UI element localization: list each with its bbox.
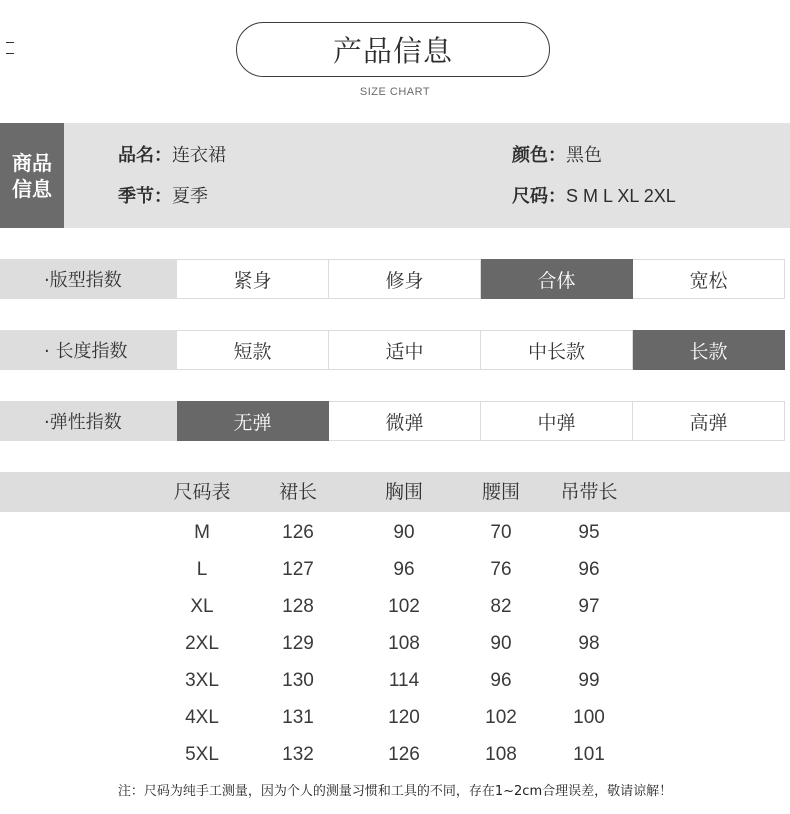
size-table-header-strap: 吊带长: [560, 481, 618, 503]
product-sizes-label: 尺码：: [512, 186, 566, 207]
length-option-short: 短款: [177, 330, 329, 370]
product-season-value: 夏季: [172, 186, 208, 207]
table-cell: 95: [578, 522, 600, 543]
table-cell: 128: [282, 596, 314, 617]
table-cell: 100: [573, 707, 605, 728]
table-cell: 4XL: [185, 707, 219, 728]
page-title: 产品信息: [236, 22, 550, 77]
table-cell: 127: [282, 559, 314, 580]
table-cell: 97: [578, 596, 600, 617]
table-cell: 101: [573, 744, 605, 765]
size-table-header-length: 裙长: [278, 481, 317, 503]
table-cell: 114: [388, 670, 420, 691]
size-table-header-size: 尺码表: [173, 481, 231, 503]
product-season-label: 季节：: [118, 186, 172, 207]
fit-option-regular-selected: 合体: [481, 259, 633, 299]
table-cell: 98: [578, 633, 600, 654]
stretch-index-row: [0, 401, 785, 441]
product-info-panel: [0, 123, 790, 228]
product-info-label-line1: 商品: [12, 150, 52, 175]
table-cell: 120: [388, 707, 420, 728]
product-info-label-line2: 信息: [12, 176, 52, 201]
table-cell: XL: [190, 596, 214, 617]
size-table-header-waist: 腰围: [481, 481, 520, 503]
table-cell: 132: [282, 744, 314, 765]
product-info-label: [0, 123, 64, 228]
table-cell: 82: [490, 596, 512, 617]
product-color: [512, 141, 602, 167]
stretch-option-none-selected: 无弹: [177, 401, 329, 441]
product-color-value: 黑色: [566, 145, 602, 166]
table-cell: 70: [490, 522, 512, 543]
page-subtitle: SIZE CHART: [359, 86, 431, 98]
size-table-header-bust: 胸围: [384, 481, 423, 503]
table-cell: 108: [485, 744, 517, 765]
fit-index-label: ·版型指数: [0, 259, 177, 299]
table-cell: 96: [490, 670, 512, 691]
table-cell: 99: [578, 670, 600, 691]
table-cell: 129: [282, 633, 314, 654]
table-cell: 131: [282, 707, 314, 728]
table-cell: 2XL: [185, 633, 219, 654]
table-cell: 3XL: [185, 670, 219, 691]
length-index-row: [0, 330, 785, 370]
stretch-index-label: ·弹性指数: [0, 401, 177, 441]
length-option-long-selected: 长款: [633, 330, 785, 370]
table-cell: 5XL: [185, 744, 219, 765]
fit-index-row: [0, 259, 785, 299]
stretch-option-medium: 中弹: [481, 401, 633, 441]
table-cell: 126: [388, 744, 420, 765]
table-cell: 130: [282, 670, 314, 691]
length-option-medium: 适中: [329, 330, 481, 370]
table-cell: 76: [490, 559, 512, 580]
table-cell: 126: [282, 522, 314, 543]
product-name-label: 品名：: [118, 145, 172, 166]
product-sizes: [512, 182, 676, 208]
table-cell: 108: [388, 633, 420, 654]
table-cell: L: [196, 559, 208, 580]
table-cell: 102: [485, 707, 517, 728]
product-sizes-value: S M L XL 2XL: [566, 186, 676, 206]
table-cell: 96: [578, 559, 600, 580]
table-cell: 90: [490, 633, 512, 654]
product-name-value: 连衣裙: [172, 145, 226, 166]
table-cell: 96: [393, 559, 415, 580]
product-name: [118, 141, 226, 167]
fit-option-tight: 紧身: [177, 259, 329, 299]
product-season: [118, 182, 208, 208]
measurement-note: 注：尺码为纯手工测量，因为个人的测量习惯和工具的不同，存在1~2cm合理误差，敬请谅解！: [117, 784, 673, 799]
table-cell: M: [194, 522, 210, 543]
stretch-option-slight: 微弹: [329, 401, 481, 441]
stretch-option-high: 高弹: [633, 401, 785, 441]
length-option-midlong: 中长款: [481, 330, 633, 370]
fit-option-slim: 修身: [329, 259, 481, 299]
corner-mark: [6, 42, 14, 54]
product-color-label: 颜色：: [512, 145, 566, 166]
length-index-label: · 长度指数: [0, 330, 177, 370]
table-cell: 102: [388, 596, 420, 617]
table-cell: 90: [393, 522, 415, 543]
fit-option-loose: 宽松: [633, 259, 785, 299]
